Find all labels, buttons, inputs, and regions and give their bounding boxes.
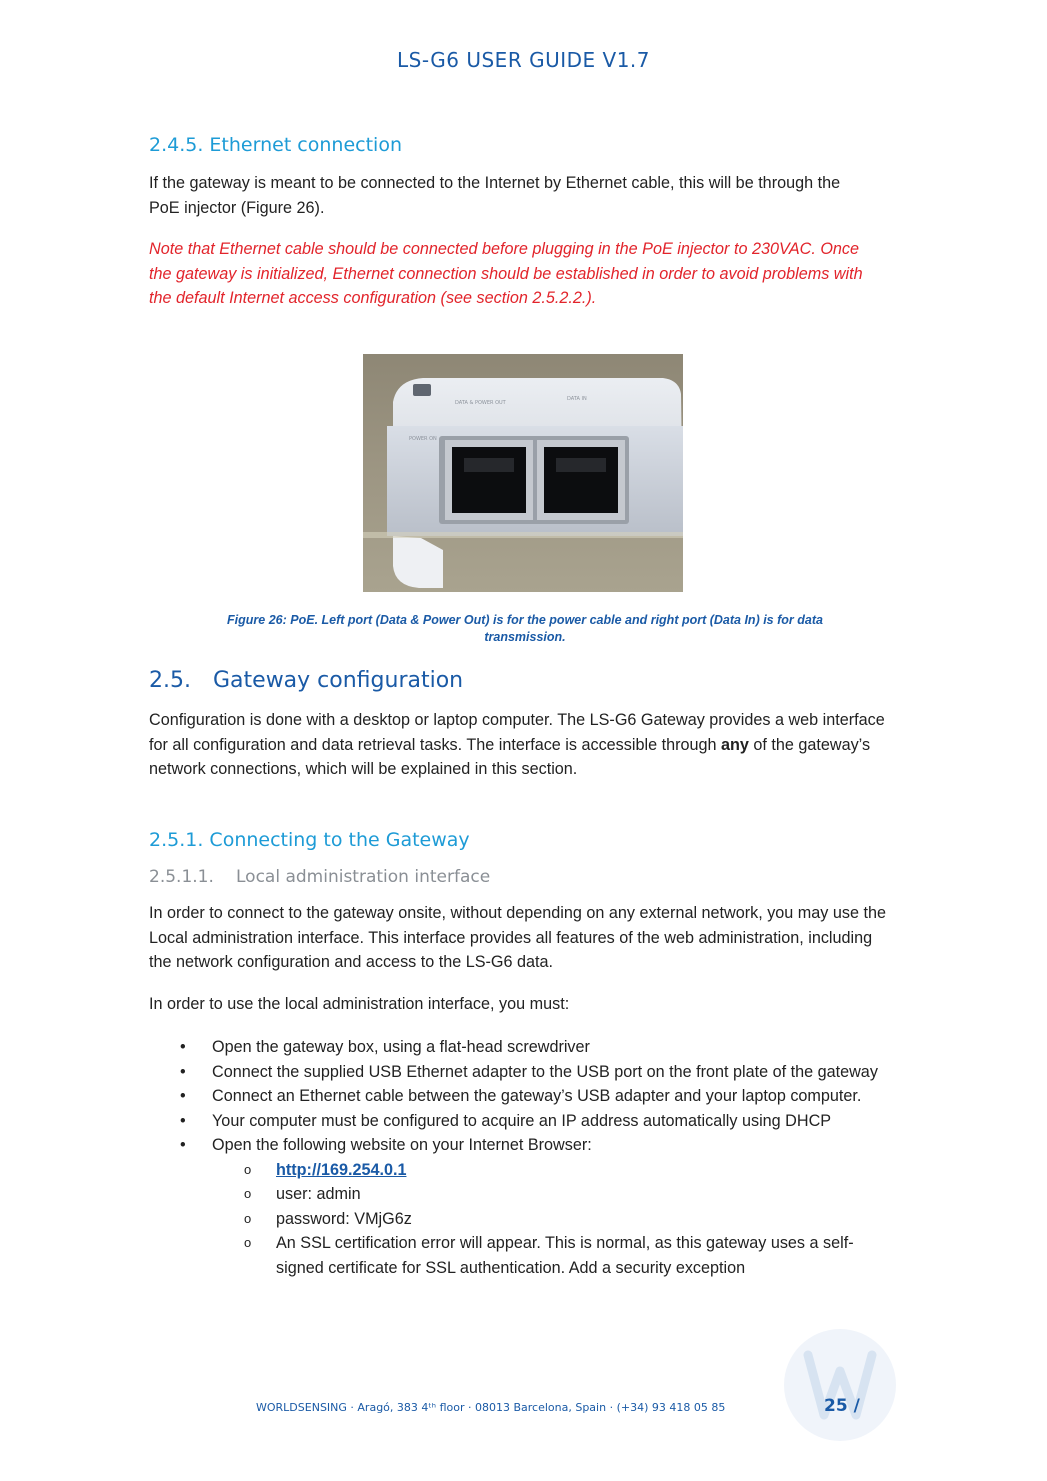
list-item: • Connect the supplied USB Ethernet adapter to the USB port on the front plate of the gateway [180, 1062, 878, 1081]
section-2-5-number: 2.5. [149, 668, 191, 693]
list-item-text: Your computer must be configured to acquire an IP address automatically using DHCP [212, 1111, 832, 1130]
section-2-5-heading [149, 668, 463, 693]
section-2-5-body [149, 708, 894, 782]
config-text-bold: any [720, 735, 749, 754]
section-2-5-1-heading: 2.5.1. Connecting to the Gateway [149, 829, 470, 851]
config-text-end: of the gateway’s network connections, which will be explained in this section. [149, 735, 871, 778]
section-2-4-5-heading: 2.4.5. Ethernet connection [149, 134, 402, 156]
section-2-4-5-body [149, 171, 869, 220]
rj45-port-right [537, 440, 625, 520]
desk-shadow [363, 532, 683, 538]
figure-26-caption: Figure 26: PoE. Left port (Data & Power Out) is for the power cable and right port (Data In) is for data transmission. [227, 613, 823, 644]
local-admin-intro [149, 992, 894, 1017]
requirements-list [149, 1035, 894, 1280]
sub-list-item: o http://169.254.0.1 [244, 1160, 407, 1179]
section-2-5-title: Gateway configuration [213, 668, 464, 693]
local-admin-paragraph: In order to connect to the gateway onsite, without depending on any external network, you may use the Local administration interface. This interface provides all features of the web administration, including the network configuration and access to the LS-G6 data. [149, 904, 886, 971]
sub-list-item: o user: admin [244, 1185, 361, 1203]
ethernet-paragraph: If the gateway is meant to be connected to the Internet by Ethernet cable, this will be through the PoE injector (Figure 26). [149, 174, 841, 217]
power-label: POWER ON [409, 436, 437, 442]
list-item-text: Open the following website on your Internet Browser: [212, 1136, 592, 1154]
list-item: • Open the gateway box, using a flat-head screwdriver [180, 1038, 590, 1056]
list-item-text: Connect an Ethernet cable between the gateway’s USB adapter and your laptop computer. [212, 1087, 862, 1105]
local-admin-must: In order to use the local administration interface, you must: [149, 995, 570, 1013]
list-item: • Open the following website on your Internet Browser: o http://169.254.0.1 o user: admin o password: VMjG6z o An SSL certification error will appear. This is normal, as this gateway uses a self-signed certificate for SSL authentication. Add a security exception [149, 1133, 894, 1280]
section-2-5-1-1-number: 2.5.1.1. [149, 867, 214, 887]
admin-password-text: password: VMjG6z [276, 1209, 412, 1228]
section-2-5-1-1-heading [149, 867, 490, 887]
port-label-right: DATA IN [567, 396, 587, 402]
worldsensing-watermark-logo [780, 1315, 900, 1455]
page-footer-address: WORLDSENSING · Aragó, 383 4ᵗʰ floor · 08013 Barcelona, Spain · (+34) 93 418 05 85 [256, 1401, 726, 1414]
sub-list-item: o password: VMjG6z [244, 1209, 412, 1228]
section-2-5-1-1-title: Local administration interface [236, 867, 491, 887]
ssl-note-text: An SSL certification error will appear. This is normal, as this gateway uses a self-signed certificate for SSL authentication. Add a security exception [276, 1234, 854, 1277]
poe-injector-figure [363, 354, 683, 592]
local-admin-url-link[interactable]: http://169.254.0.1 [276, 1160, 407, 1179]
list-item-text: Connect the supplied USB Ethernet adapter to the USB port on the front plate of the gateway [212, 1062, 878, 1081]
configuration-paragraph [149, 708, 894, 782]
port-label-left: DATA & POWER OUT [455, 400, 506, 406]
list-item: • Your computer must be configured to acquire an IP address automatically using DHCP [180, 1111, 832, 1130]
list-item: • Connect an Ethernet cable between the gateway’s USB adapter and your laptop computer. [180, 1087, 862, 1105]
section-2-4-5-note [149, 237, 874, 311]
admin-user-text: user: admin [276, 1185, 361, 1203]
local-admin-body [149, 901, 894, 975]
config-text-start: Configuration is done with a desktop or laptop computer. The LS-G6 Gateway provides a web interface for all configuration and data retrieval tasks. The interface is accessible through [149, 711, 885, 754]
ethernet-note: Note that Ethernet cable should be connected before plugging in the PoE injector to 230VAC. Once the gateway is initialized, Ethernet connection should be established in order to avoid problems with the default Internet access configuration (see section 2.5.2.2.). [149, 240, 863, 307]
poe-injector-photo [363, 354, 683, 592]
list-item-text: Open the gateway box, using a flat-head screwdriver [212, 1038, 590, 1056]
rj45-port-left [445, 440, 533, 520]
sub-list-item: o An SSL certification error will appear. This is normal, as this gateway uses a self-signed certificate for SSL authentication. Add a security exception [244, 1234, 854, 1277]
power-led [413, 384, 431, 396]
page-header-title: LS-G6 USER GUIDE V1.7 [396, 48, 650, 72]
page-number: 25 / [824, 1396, 860, 1416]
